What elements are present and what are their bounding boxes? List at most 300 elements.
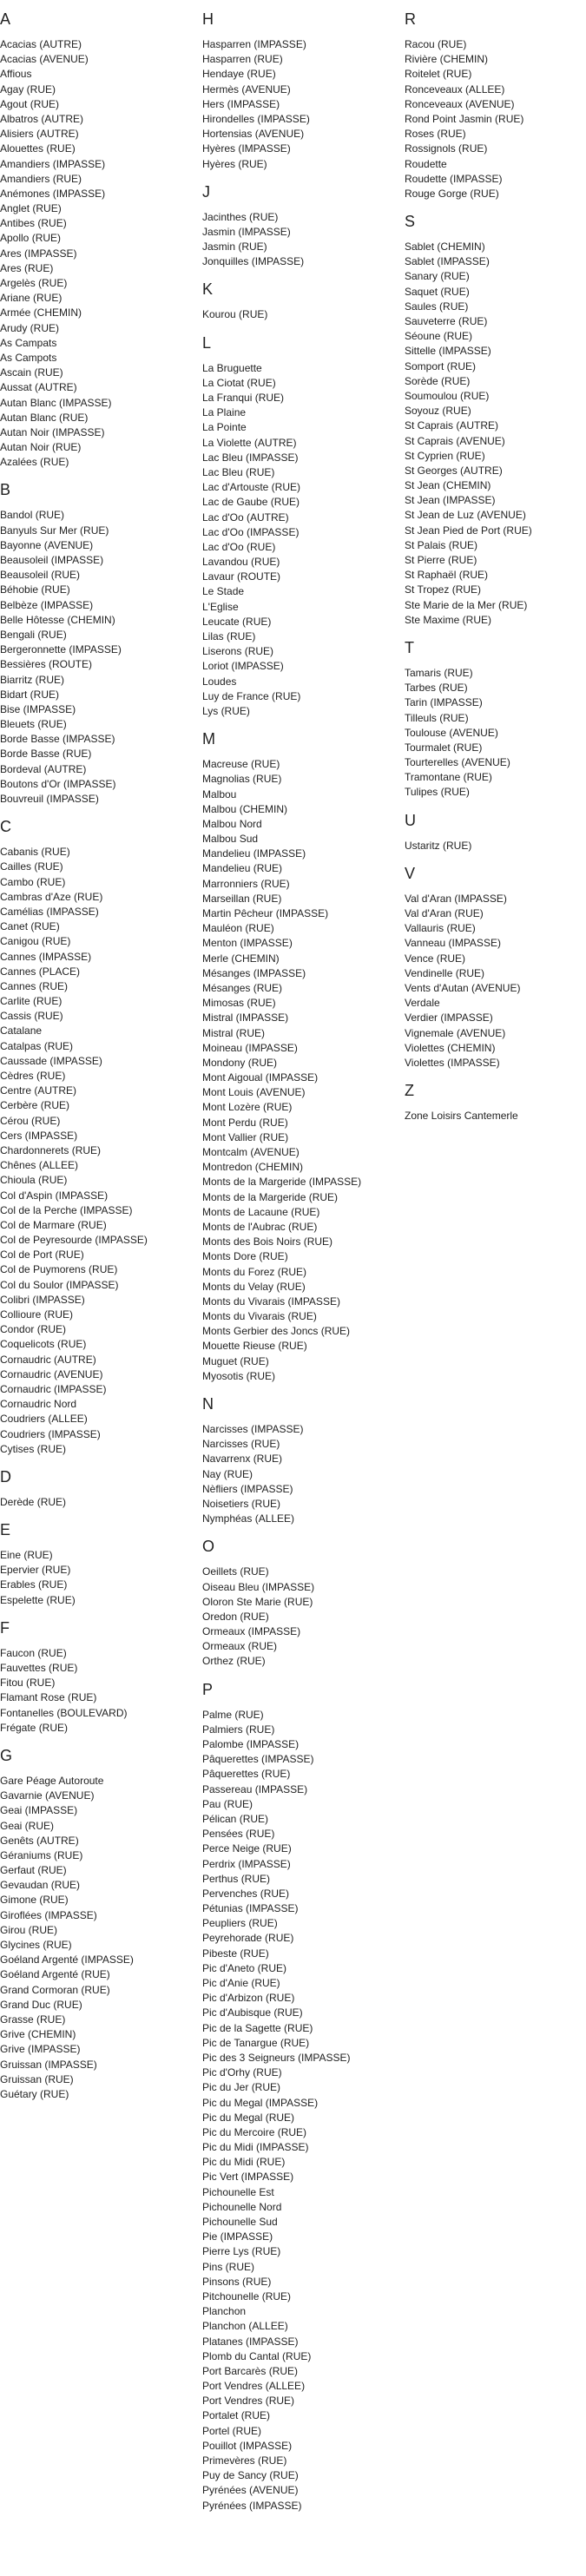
street-link[interactable]: Pitchounelle (RUE) — [202, 2289, 292, 2303]
street-link[interactable]: Banyuls Sur Mer (RUE) — [0, 524, 109, 537]
street-link[interactable]: As Campots — [0, 351, 57, 364]
street-link[interactable]: Racou (RUE) — [405, 38, 467, 50]
street-link[interactable]: Malbou Nord — [202, 817, 262, 830]
street-link[interactable]: Pic du Jer (RUE) — [202, 2081, 281, 2094]
street-link[interactable]: Ronceveaux (ALLEE) — [405, 82, 505, 96]
street-link[interactable]: Monts de la Margeride (RUE) — [202, 1190, 339, 1203]
street-link[interactable]: Montredon (CHEMIN) — [202, 1161, 304, 1174]
street-link[interactable]: Val d'Aran (RUE) — [405, 907, 484, 919]
street-link[interactable]: Pins (RUE) — [202, 2260, 255, 2273]
street-link[interactable]: Monts du Forez (RUE) — [202, 1265, 307, 1278]
street-link[interactable]: Sablet (IMPASSE) — [405, 255, 490, 268]
street-link[interactable]: Sauveterre (RUE) — [405, 315, 488, 327]
street-link[interactable]: Monts du Velay (RUE) — [202, 1280, 306, 1293]
street-link[interactable]: Ronceveaux (AVENUE) — [405, 97, 515, 110]
street-link[interactable]: Pic d'Arbizon (RUE) — [202, 1992, 295, 2005]
street-link[interactable]: Moineau (IMPASSE) — [202, 1041, 298, 1054]
street-link[interactable]: Mandelieu (IMPASSE) — [202, 847, 306, 860]
street-link[interactable]: Platanes (IMPASSE) — [202, 2335, 299, 2348]
street-link[interactable]: Pervenches (RUE) — [202, 1887, 290, 1900]
street-link[interactable]: Goéland Argenté (IMPASSE) — [0, 1953, 134, 1967]
street-link[interactable]: Nymphéas (ALLEE) — [202, 1512, 295, 1525]
street-link[interactable]: Pétunias (IMPASSE) — [202, 1902, 299, 1915]
street-link[interactable]: Pyrénées (IMPASSE) — [202, 2499, 302, 2512]
street-link[interactable]: St Cyprien (RUE) — [405, 449, 485, 462]
street-link[interactable]: Lys (RUE) — [202, 704, 250, 717]
street-link[interactable]: Pic du Midi (RUE) — [202, 2156, 286, 2169]
street-link[interactable]: Lac Bleu (RUE) — [202, 465, 275, 478]
street-link[interactable]: Tourterelles (AVENUE) — [405, 756, 510, 769]
street-link[interactable]: Rond Point Jasmin (RUE) — [405, 112, 524, 125]
street-link[interactable]: Frégate (RUE) — [0, 1721, 69, 1734]
street-link[interactable]: Albatros (AUTRE) — [0, 112, 84, 125]
street-link[interactable]: Montcalm (AVENUE) — [202, 1146, 300, 1158]
street-link[interactable]: Canigou (RUE) — [0, 935, 71, 948]
street-link[interactable]: La Violette (AUTRE) — [202, 436, 297, 449]
street-link[interactable]: La Pointe — [202, 421, 247, 434]
street-link[interactable]: Mauléon (RUE) — [202, 922, 274, 935]
street-link[interactable]: Anglet (RUE) — [0, 202, 62, 215]
street-link[interactable]: Pélican (RUE) — [202, 1812, 269, 1825]
street-link[interactable]: Ares (IMPASSE) — [0, 247, 77, 260]
street-link[interactable]: Hortensias (AVENUE) — [202, 128, 305, 141]
street-link[interactable]: Mandelieu (RUE) — [202, 862, 283, 875]
street-link[interactable]: Argelès (RUE) — [0, 277, 68, 289]
street-link[interactable]: Chênes (ALLEE) — [0, 1159, 79, 1172]
street-link[interactable]: Marseillan (RUE) — [202, 892, 282, 905]
street-link[interactable]: Beausoleil (IMPASSE) — [0, 554, 104, 566]
street-link[interactable]: St Georges (AUTRE) — [405, 464, 503, 477]
street-link[interactable]: Ares (RUE) — [0, 261, 54, 274]
street-link[interactable]: Bergeronnette (IMPASSE) — [0, 643, 122, 656]
street-link[interactable]: Monts Dore (RUE) — [202, 1250, 288, 1263]
street-link[interactable]: Bessières (ROUTE) — [0, 658, 93, 671]
street-link[interactable]: Soumoulou (RUE) — [405, 389, 490, 402]
street-link[interactable]: Puy de Sancy (RUE) — [202, 2469, 299, 2482]
street-link[interactable]: Bandol (RUE) — [0, 509, 65, 522]
street-link[interactable]: Violettes (IMPASSE) — [405, 1056, 500, 1069]
street-link[interactable]: Cornaudric (IMPASSE) — [0, 1382, 107, 1395]
street-link[interactable]: Autan Blanc (RUE) — [0, 411, 89, 424]
street-link[interactable]: Pâquerettes (RUE) — [202, 1768, 291, 1781]
street-link[interactable]: Derède (RUE) — [0, 1495, 67, 1508]
street-link[interactable]: L'Eglise — [202, 600, 239, 613]
street-link[interactable]: Espelette (RUE) — [0, 1593, 76, 1606]
street-link[interactable]: La Plaine — [202, 406, 247, 419]
street-link[interactable]: Gavarnie (AVENUE) — [0, 1789, 95, 1802]
street-link[interactable]: Cabanis (RUE) — [0, 846, 70, 859]
street-link[interactable]: Geai (RUE) — [0, 1819, 55, 1832]
street-link[interactable]: Ormeaux (RUE) — [202, 1640, 278, 1653]
street-link[interactable]: Portalet (RUE) — [202, 2409, 271, 2422]
street-link[interactable]: Pic d'Aubisque (RUE) — [202, 2006, 303, 2019]
street-link[interactable]: Peyrehorade (RUE) — [202, 1932, 294, 1945]
street-link[interactable]: Verdale — [405, 997, 440, 1010]
street-link[interactable]: Girou (RUE) — [0, 1923, 58, 1936]
street-link[interactable]: Cers (IMPASSE) — [0, 1129, 78, 1142]
street-link[interactable]: Liserons (RUE) — [202, 645, 274, 658]
street-link[interactable]: Pic de la Sagette (RUE) — [202, 2021, 313, 2034]
street-link[interactable]: Ariane (RUE) — [0, 292, 63, 305]
street-link[interactable]: Mouette Rieuse (RUE) — [202, 1340, 307, 1353]
street-link[interactable]: Merle (CHEMIN) — [202, 952, 280, 965]
street-link[interactable]: Mistral (IMPASSE) — [202, 1011, 289, 1024]
street-link[interactable]: Fitou (RUE) — [0, 1677, 56, 1690]
street-link[interactable]: Hers (IMPASSE) — [202, 97, 280, 110]
street-link[interactable]: Jacinthes (RUE) — [202, 210, 279, 223]
street-link[interactable]: Alisiers (AUTRE) — [0, 128, 79, 141]
street-link[interactable]: Cornaudric Nord — [0, 1398, 77, 1411]
street-link[interactable]: Lac d'Artouste (RUE) — [202, 481, 300, 494]
street-link[interactable]: Geai (IMPASSE) — [0, 1804, 78, 1817]
street-link[interactable]: Oloron Ste Marie (RUE) — [202, 1595, 313, 1608]
street-link[interactable]: Grive (CHEMIN) — [0, 2028, 76, 2041]
street-link[interactable]: Hendaye (RUE) — [202, 68, 276, 81]
street-link[interactable]: Pic Vert (IMPASSE) — [202, 2171, 294, 2184]
street-link[interactable]: Malbou Sud — [202, 833, 259, 846]
street-link[interactable]: Cornaudric (AVENUE) — [0, 1367, 103, 1380]
street-link[interactable]: Lac de Gaube (RUE) — [202, 496, 300, 509]
street-link[interactable]: Portel (RUE) — [202, 2424, 262, 2437]
street-link[interactable]: Lac Bleu (IMPASSE) — [202, 451, 299, 464]
street-link[interactable]: Apollo (RUE) — [0, 232, 62, 245]
street-link[interactable]: Azalées (RUE) — [0, 456, 69, 469]
street-link[interactable]: Belbèze (IMPASSE) — [0, 598, 94, 611]
street-link[interactable]: St Palais (RUE) — [405, 538, 478, 551]
street-link[interactable]: Nay (RUE) — [202, 1467, 253, 1480]
street-link[interactable]: Malbou (CHEMIN) — [202, 802, 288, 815]
street-link[interactable]: Bidart (RUE) — [0, 688, 60, 701]
street-link[interactable]: Antibes (RUE) — [0, 217, 67, 230]
street-link[interactable]: Pau (RUE) — [202, 1797, 253, 1810]
street-link[interactable]: Oredon (RUE) — [202, 1610, 269, 1623]
street-link[interactable]: Pibeste (RUE) — [202, 1947, 269, 1960]
street-link[interactable]: Bleuets (RUE) — [0, 718, 67, 731]
street-link[interactable]: Gruissan (RUE) — [0, 2072, 74, 2085]
street-link[interactable]: Oiseau Bleu (IMPASSE) — [202, 1580, 315, 1593]
street-link[interactable]: Mont Vallier (RUE) — [202, 1130, 289, 1143]
street-link[interactable]: Narcisses (IMPASSE) — [202, 1423, 304, 1435]
street-link[interactable]: Lac d'Oo (RUE) — [202, 540, 276, 553]
street-link[interactable]: Grand Cormoran (RUE) — [0, 1983, 110, 1996]
street-link[interactable]: Mésanges (RUE) — [202, 981, 283, 994]
street-link[interactable]: Tarin (IMPASSE) — [405, 696, 483, 709]
street-link[interactable]: Catalane — [0, 1024, 43, 1038]
street-link[interactable]: Vignemale (AVENUE) — [405, 1026, 506, 1039]
street-link[interactable]: Agay (RUE) — [0, 82, 56, 96]
street-link[interactable]: Passereau (IMPASSE) — [202, 1782, 308, 1795]
street-link[interactable]: Lac d'Oo (IMPASSE) — [202, 525, 300, 538]
street-link[interactable]: Menton (IMPASSE) — [202, 937, 293, 950]
street-link[interactable]: Monts du Vivarais (IMPASSE) — [202, 1295, 340, 1308]
street-link[interactable]: Verdier (IMPASSE) — [405, 1011, 493, 1024]
street-link[interactable]: Belle Hôtesse (CHEMIN) — [0, 613, 115, 626]
street-link[interactable]: Monts Gerbier des Joncs (RUE) — [202, 1325, 351, 1338]
street-link[interactable]: Plomb du Cantal (RUE) — [202, 2349, 312, 2362]
street-link[interactable]: Bouvreuil (IMPASSE) — [0, 793, 99, 805]
street-link[interactable]: Mondony (RUE) — [202, 1056, 278, 1069]
street-link[interactable]: Vents d'Autan (AVENUE) — [405, 981, 521, 994]
street-link[interactable]: Mont Perdu (RUE) — [202, 1116, 288, 1129]
street-link[interactable]: Epervier (RUE) — [0, 1564, 71, 1577]
street-link[interactable]: Pinsons (RUE) — [202, 2275, 272, 2288]
street-link[interactable]: Toulouse (AVENUE) — [405, 726, 498, 739]
street-link[interactable]: Chioula (RUE) — [0, 1174, 68, 1187]
street-link[interactable]: Autan Noir (IMPASSE) — [0, 425, 105, 438]
street-link[interactable]: Bengali (RUE) — [0, 628, 67, 641]
street-link[interactable]: Agout (RUE) — [0, 97, 60, 110]
street-link[interactable]: Jasmin (IMPASSE) — [202, 225, 291, 238]
street-link[interactable]: Loriot (IMPASSE) — [202, 660, 284, 673]
street-link[interactable]: Affious — [0, 68, 32, 81]
street-link[interactable]: St Caprais (AUTRE) — [405, 419, 499, 432]
street-link[interactable]: Caussade (IMPASSE) — [0, 1054, 102, 1067]
street-link[interactable]: Martin Pêcheur (IMPASSE) — [202, 907, 329, 919]
street-link[interactable]: Aussat (AUTRE) — [0, 381, 77, 394]
street-link[interactable]: St Jean de Luz (AVENUE) — [405, 509, 526, 522]
street-link[interactable]: Camélias (IMPASSE) — [0, 905, 99, 918]
street-link[interactable]: Somport (RUE) — [405, 359, 477, 372]
street-link[interactable]: Tulipes (RUE) — [405, 786, 470, 799]
street-link[interactable]: Grive (IMPASSE) — [0, 2043, 81, 2056]
street-link[interactable]: Perce Neige (RUE) — [202, 1842, 292, 1855]
street-link[interactable]: Zone Loisirs Cantemerle — [405, 1110, 518, 1123]
street-link[interactable]: Ustaritz (RUE) — [405, 839, 472, 852]
street-link[interactable]: St Pierre (RUE) — [405, 554, 477, 566]
street-link[interactable]: Cannes (RUE) — [0, 979, 69, 992]
street-link[interactable]: Sittelle (IMPASSE) — [405, 345, 491, 358]
street-link[interactable]: Hasparren (IMPASSE) — [202, 38, 306, 50]
street-link[interactable]: Port Barcarès (RUE) — [202, 2364, 299, 2377]
street-link[interactable]: As Campats — [0, 336, 57, 349]
street-link[interactable]: Armée (CHEMIN) — [0, 306, 82, 320]
street-link[interactable]: Cannes (IMPASSE) — [0, 950, 92, 963]
street-link[interactable]: St Tropez (RUE) — [405, 583, 482, 596]
street-link[interactable]: Hasparren (RUE) — [202, 53, 283, 66]
street-link[interactable]: Cérou (RUE) — [0, 1114, 61, 1127]
street-link[interactable]: Sablet (CHEMIN) — [405, 240, 485, 254]
street-link[interactable]: Pic du Megal (RUE) — [202, 2111, 295, 2124]
street-link[interactable]: Pic du Midi (IMPASSE) — [202, 2141, 309, 2154]
street-link[interactable]: Monts de Lacaune (RUE) — [202, 1205, 320, 1218]
street-link[interactable]: Tamaris (RUE) — [405, 666, 473, 679]
street-link[interactable]: Pie (IMPASSE) — [202, 2230, 273, 2243]
street-link[interactable]: Cornaudric (AUTRE) — [0, 1353, 96, 1366]
street-link[interactable]: Grasse (RUE) — [0, 2013, 66, 2026]
street-link[interactable]: Pic d'Aneto (RUE) — [202, 1961, 286, 1974]
street-link[interactable]: Narcisses (RUE) — [202, 1438, 280, 1451]
street-link[interactable]: La Ciotat (RUE) — [202, 376, 276, 389]
street-link[interactable]: Amandiers (RUE) — [0, 172, 82, 185]
street-link[interactable]: Ste Maxime (RUE) — [405, 613, 492, 626]
street-link[interactable]: Alouettes (RUE) — [0, 142, 76, 155]
street-link[interactable]: Guétary (RUE) — [0, 2087, 69, 2100]
street-link[interactable]: Hirondelles (IMPASSE) — [202, 112, 310, 125]
street-link[interactable]: Pic des 3 Seigneurs (IMPASSE) — [202, 2051, 351, 2064]
street-link[interactable]: Collioure (RUE) — [0, 1308, 74, 1321]
street-link[interactable]: Col du Soulor (IMPASSE) — [0, 1278, 119, 1291]
street-link[interactable]: Gevaudan (RUE) — [0, 1879, 81, 1892]
street-link[interactable]: Sorède (RUE) — [405, 374, 471, 387]
street-link[interactable]: Borde Basse (RUE) — [0, 748, 92, 761]
street-link[interactable]: Cambo (RUE) — [0, 875, 66, 888]
street-link[interactable]: Rouge Gorge (RUE) — [405, 187, 499, 200]
street-link[interactable]: Jonquilles (IMPASSE) — [202, 255, 305, 268]
street-link[interactable]: Jasmin (RUE) — [202, 240, 267, 254]
street-link[interactable]: Vanneau (IMPASSE) — [405, 937, 501, 950]
street-link[interactable]: Col d'Aspin (IMPASSE) — [0, 1189, 109, 1202]
street-link[interactable]: Palmiers (RUE) — [202, 1723, 275, 1736]
street-link[interactable]: Leucate (RUE) — [202, 615, 272, 628]
street-link[interactable]: Saquet (RUE) — [405, 285, 470, 298]
street-link[interactable]: Cannes (PLACE) — [0, 965, 81, 978]
street-link[interactable]: La Franqui (RUE) — [202, 392, 285, 404]
street-link[interactable]: Perthus (RUE) — [202, 1872, 271, 1885]
street-link[interactable]: Condor (RUE) — [0, 1323, 67, 1336]
street-link[interactable]: Le Stade — [202, 585, 245, 598]
street-link[interactable]: Col de la Perche (IMPASSE) — [0, 1203, 133, 1216]
street-link[interactable]: Col de Puymorens (RUE) — [0, 1263, 118, 1276]
street-link[interactable]: Tilleuls (RUE) — [405, 711, 469, 724]
street-link[interactable]: Mont Aigoual (IMPASSE) — [202, 1071, 319, 1084]
street-link[interactable]: Pichounelle Sud — [202, 2216, 278, 2228]
street-link[interactable]: St Jean (IMPASSE) — [405, 494, 496, 507]
street-link[interactable]: Gruissan (IMPASSE) — [0, 2058, 97, 2071]
street-link[interactable]: Cerbère (RUE) — [0, 1099, 70, 1112]
street-link[interactable]: Roses (RUE) — [405, 128, 466, 141]
street-link[interactable]: Pyrénées (AVENUE) — [202, 2484, 299, 2497]
street-link[interactable]: Lilas (RUE) — [202, 630, 256, 642]
street-link[interactable]: Lac d'Oo (AUTRE) — [202, 511, 289, 524]
street-link[interactable]: Grand Duc (RUE) — [0, 1998, 82, 2011]
street-link[interactable]: Col de Marmare (RUE) — [0, 1218, 107, 1231]
street-link[interactable]: Anémones (IMPASSE) — [0, 187, 106, 200]
street-link[interactable]: Autan Noir (RUE) — [0, 441, 82, 454]
street-link[interactable]: Amandiers (IMPASSE) — [0, 157, 106, 170]
street-link[interactable]: Col de Peyresourde (IMPASSE) — [0, 1234, 148, 1247]
street-link[interactable]: Mimosas (RUE) — [202, 997, 276, 1010]
street-link[interactable]: Acacias (AVENUE) — [0, 53, 89, 66]
street-link[interactable]: Gare Péage Autoroute — [0, 1774, 104, 1787]
street-link[interactable]: Tramontane (RUE) — [405, 771, 492, 784]
street-link[interactable]: Hyères (IMPASSE) — [202, 142, 291, 155]
street-link[interactable]: Roudette (IMPASSE) — [405, 172, 503, 185]
street-link[interactable]: Fauvettes (RUE) — [0, 1662, 78, 1674]
street-link[interactable]: Ormeaux (IMPASSE) — [202, 1625, 301, 1638]
street-link[interactable]: Pichounelle Est — [202, 2185, 274, 2198]
street-link[interactable]: Kourou (RUE) — [202, 308, 268, 321]
street-link[interactable]: Roudette — [405, 157, 447, 170]
street-link[interactable]: Monts de la Margeride (IMPASSE) — [202, 1176, 362, 1189]
street-link[interactable]: Macreuse (RUE) — [202, 758, 280, 771]
street-link[interactable]: Navarrenx (RUE) — [202, 1453, 283, 1466]
street-link[interactable]: Col de Port (RUE) — [0, 1248, 84, 1262]
street-link[interactable]: St Jean (CHEMIN) — [405, 479, 491, 492]
street-link[interactable]: Coquelicots (RUE) — [0, 1338, 87, 1351]
street-link[interactable]: Lavaur (ROUTE) — [202, 570, 281, 583]
street-link[interactable]: Glycines (RUE) — [0, 1939, 72, 1951]
street-link[interactable]: Mont Louis (AVENUE) — [202, 1086, 306, 1099]
street-link[interactable]: Ascain (RUE) — [0, 366, 63, 379]
street-link[interactable]: Catalpas (RUE) — [0, 1039, 74, 1052]
street-link[interactable]: Arudy (RUE) — [0, 321, 60, 334]
street-link[interactable]: Cytises (RUE) — [0, 1442, 67, 1455]
street-link[interactable]: Palme (RUE) — [202, 1708, 264, 1721]
street-link[interactable]: Fontanelles (BOULEVARD) — [0, 1706, 128, 1719]
street-link[interactable]: Violettes (CHEMIN) — [405, 1041, 496, 1054]
street-link[interactable]: Monts des Bois Noirs (RUE) — [202, 1235, 333, 1248]
street-link[interactable]: Pouillot (IMPASSE) — [202, 2439, 293, 2452]
street-link[interactable]: Tarbes (RUE) — [405, 682, 468, 695]
street-link[interactable]: Coudriers (ALLEE) — [0, 1413, 88, 1426]
street-link[interactable]: Rivière (CHEMIN) — [405, 53, 488, 66]
street-link[interactable]: Vallauris (RUE) — [405, 922, 476, 935]
street-link[interactable]: Ste Marie de la Mer (RUE) — [405, 598, 528, 611]
street-link[interactable]: Centre (AUTRE) — [0, 1084, 77, 1097]
street-link[interactable]: Borde Basse (IMPASSE) — [0, 733, 115, 746]
street-link[interactable]: Biarritz (RUE) — [0, 673, 64, 686]
street-link[interactable]: Bayonne (AVENUE) — [0, 538, 94, 551]
street-link[interactable]: Pâquerettes (IMPASSE) — [202, 1753, 314, 1766]
street-link[interactable]: Canet (RUE) — [0, 920, 60, 933]
street-link[interactable]: Primevères (RUE) — [202, 2454, 287, 2467]
street-link[interactable]: Tourmalet (RUE) — [405, 741, 483, 754]
street-link[interactable]: Luy de France (RUE) — [202, 689, 301, 702]
street-link[interactable]: Bise (IMPASSE) — [0, 702, 76, 715]
street-link[interactable]: Myosotis (RUE) — [202, 1369, 276, 1382]
street-link[interactable]: Genêts (AUTRE) — [0, 1834, 79, 1847]
street-link[interactable]: Gerfaut (RUE) — [0, 1864, 67, 1877]
street-link[interactable]: St Raphaël (RUE) — [405, 569, 489, 582]
street-link[interactable]: Géraniums (RUE) — [0, 1848, 83, 1861]
street-link[interactable]: Malbou — [202, 787, 237, 800]
street-link[interactable]: Marronniers (RUE) — [202, 877, 290, 890]
street-link[interactable]: Mistral (RUE) — [202, 1026, 265, 1039]
street-link[interactable]: Autan Blanc (IMPASSE) — [0, 396, 112, 409]
street-link[interactable]: Cailles (RUE) — [0, 860, 63, 873]
street-link[interactable]: Carlite (RUE) — [0, 995, 63, 1008]
street-link[interactable]: Hermès (AVENUE) — [202, 82, 291, 96]
street-link[interactable]: Orthez (RUE) — [202, 1655, 266, 1668]
street-link[interactable]: Sanary (RUE) — [405, 270, 470, 283]
street-link[interactable]: Flamant Rose (RUE) — [0, 1691, 97, 1704]
street-link[interactable]: Mésanges (IMPASSE) — [202, 966, 306, 979]
street-link[interactable]: Cambras d'Aze (RUE) — [0, 890, 103, 903]
street-link[interactable]: La Bruguette — [202, 361, 262, 374]
street-link[interactable]: Perdrix (IMPASSE) — [202, 1857, 291, 1870]
street-link[interactable]: Séoune (RUE) — [405, 330, 473, 343]
street-link[interactable]: Saules (RUE) — [405, 300, 469, 313]
street-link[interactable]: Monts du Vivarais (RUE) — [202, 1310, 317, 1323]
street-link[interactable]: Giroflées (IMPASSE) — [0, 1908, 97, 1921]
street-link[interactable]: Magnolias (RUE) — [202, 773, 282, 786]
street-link[interactable]: Port Vendres (ALLEE) — [202, 2380, 306, 2393]
street-link[interactable]: Coudriers (IMPASSE) — [0, 1427, 101, 1440]
street-link[interactable]: Béhobie (RUE) — [0, 583, 70, 596]
street-link[interactable]: Planchon (ALLEE) — [202, 2320, 288, 2333]
street-link[interactable]: Beausoleil (RUE) — [0, 569, 81, 582]
street-link[interactable]: Palombe (IMPASSE) — [202, 1738, 300, 1750]
street-link[interactable]: Bordeval (AUTRE) — [0, 762, 87, 775]
street-link[interactable]: Pierre Lys (RUE) — [202, 2245, 281, 2258]
street-link[interactable]: Eine (RUE) — [0, 1549, 53, 1562]
street-link[interactable]: Roitelet (RUE) — [405, 68, 472, 81]
street-link[interactable]: Cassis (RUE) — [0, 1010, 63, 1023]
street-link[interactable]: Gimone (RUE) — [0, 1894, 69, 1907]
street-link[interactable]: Hyères (RUE) — [202, 157, 267, 170]
street-link[interactable]: Pic de Tanargue (RUE) — [202, 2036, 310, 2049]
street-link[interactable]: Pic du Megal (IMPASSE) — [202, 2096, 319, 2109]
